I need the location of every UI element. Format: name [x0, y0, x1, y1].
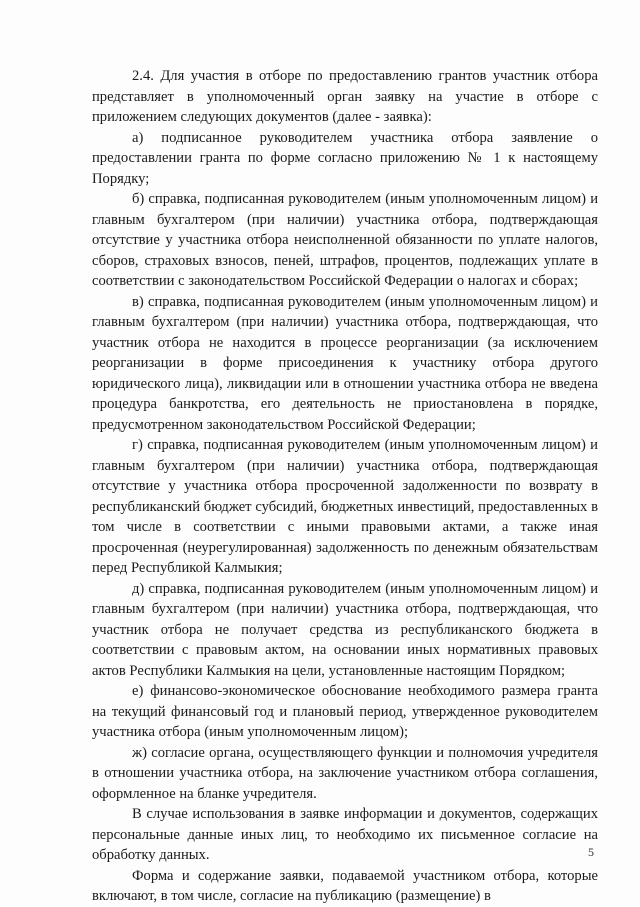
paragraph-item-zh: ж) согласие органа, осуществляющего функции и полномочия учредителя в отношении участника отбора, на заключение участником отбора соглашения, оформленное на бланке учредителя. [92, 744, 598, 802]
paragraph-item-a: а) подписанное руководителем участника отбора заявление о предоставлении гранта по форме согласно приложению № 1 к настоящему Порядку; [92, 129, 598, 187]
paragraph-item-v: в) справка, подписанная руководителем (иным уполномоченным лицом) и главным бухгалтером (при наличии) участника отбора, подтверждающая, что участник отбора не находится в процессе реорганизации (за исключением реорганизации в форме присоединения к участнику отбора другого юридического лица), ликвидации или в отношении участника отбора не введена процедура банкротства, его деятельность не приостановлена в порядке, предусмотренном законодательством Российской Федерации; [92, 293, 598, 433]
paragraph-item-g: г) справка, подписанная руководителем (иным уполномоченным лицом) и главным бухгалтером (при наличии) участника отбора, подтверждающая отсутствие у участника отбора просроченной задолженности по возврату в республиканский бюджет субсидий, бюджетных инвестиций, предоставленных в том числе в соответствии с иными правовыми актами, а также иная просроченная (неурегулированная) задолженность по денежным обязательствам перед Республикой Калмыкия; [92, 437, 598, 576]
paragraph-item-e: е) финансово-экономическое обоснование необходимого размера гранта на текущий финансовый год и плановый период, утвержденное руководителем участника отбора (иным уполномоченным лицом); [92, 683, 598, 740]
page-number: 5 [588, 845, 594, 859]
document-body [92, 66, 598, 907]
paragraph-item-b: б) справка, подписанная руководителем (иным уполномоченным лицом) и главным бухгалтером (при наличии) участника отбора, подтверждающая отсутствие у участника отбора неисполненной обязанности по уплате налогов, сборов, страховых взносов, пеней, штрафов, процентов, подлежащих уплате в соответствии с законодательством Российской Федерации о налогах и сборах; [92, 191, 598, 289]
paragraph-2-4: 2.4. Для участия в отборе по предоставлению грантов участник отбора представляет в уполномоченный орган заявку на участие в отборе с приложением следующих документов (далее - заявка): [92, 68, 598, 125]
paragraph-personal-data: В случае использования в заявке информации и документов, содержащих персональные данные иных лиц, то необходимо их письменное согласие на обработку данных. [92, 806, 598, 863]
paragraph-application-form: Форма и содержание заявки, подаваемой участником отбора, которые включают, в том числе, согласие на публикацию (размещение) в [92, 867, 598, 904]
paragraph-item-d: д) справка, подписанная руководителем (иным уполномоченным лицом) и главным бухгалтером (при наличии) участника отбора, подтверждающая, что участник отбора не получает средства из республиканского бюджета в соответствии с правовым актом, на основании иных нормативных правовых актов Республики Калмыкия на цели, установленные настоящим Порядком; [92, 580, 598, 679]
